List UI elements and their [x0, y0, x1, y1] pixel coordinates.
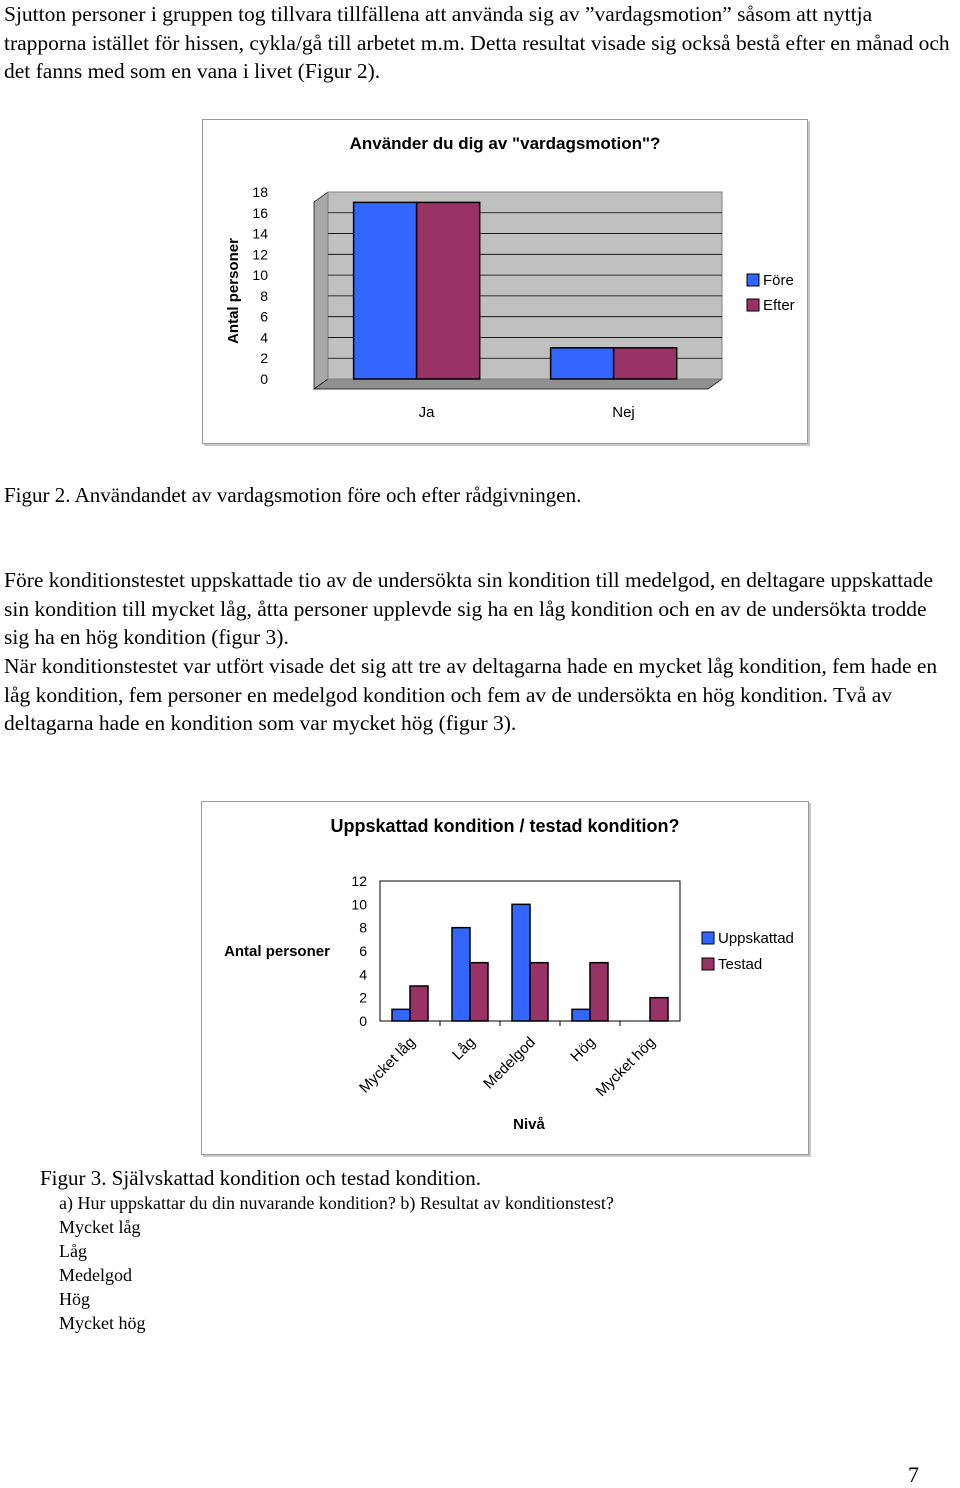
legend-swatch [747, 299, 759, 311]
body-paragraph-1: Före konditionstestet uppskattade tio av de undersökta sin kondition till medelgod, en deltagare uppskattade sin kondition till mycket låg, åtta personer upplevde sig ha en låg kondition och en av de undersökta trodde sig ha en hög kondition (figur 3). [4, 568, 934, 649]
figure-3-caption-questions: a) Hur uppskattar du din nuvarande kondition? b) Resultat av konditionstest? [59, 1193, 614, 1213]
bar [354, 202, 417, 379]
x-tick-label: Hög [567, 1033, 599, 1066]
page-number: 7 [908, 1462, 919, 1487]
figure-2-caption: Figur 2. Användandet av vardagsmotion före och efter rådgivningen. [4, 483, 582, 507]
y-tick-label: 18 [252, 184, 268, 200]
legend-swatch [702, 958, 714, 970]
y-tick-label: 2 [260, 350, 268, 367]
x-tick-label: Mycket låg [356, 1033, 419, 1097]
figure-3-chart-frame [201, 801, 809, 1155]
x-tick-label: Låg [449, 1033, 479, 1064]
y-tick-label: 2 [359, 989, 367, 1006]
figure-2-chart-frame [202, 119, 808, 444]
legend-swatch [702, 932, 714, 944]
level-list-item: Medelgod [59, 1265, 132, 1285]
y-tick-label: 12 [252, 246, 268, 263]
chart-x-axis-label: Nivå [513, 1116, 545, 1133]
legend-label: Före [763, 272, 794, 289]
bar [410, 986, 428, 1021]
legend-label: Efter [763, 297, 795, 314]
x-tick-label: Nej [612, 404, 635, 421]
y-tick-label: 10 [252, 267, 268, 284]
legend-label: Uppskattad [718, 930, 794, 947]
bar [392, 1009, 410, 1021]
chart-title: Använder du dig av "vardagsmotion"? [349, 134, 661, 153]
figure-2-chart [203, 120, 807, 443]
bar [650, 998, 668, 1021]
figure-3-caption-title: Figur 3. Självskattad kondition och testad kondition. [40, 1166, 481, 1190]
legend-label: Testad [718, 956, 763, 973]
legend-swatch [747, 274, 759, 286]
bar [470, 963, 488, 1021]
x-tick-label: Medelgod [480, 1033, 539, 1093]
bar [417, 202, 480, 379]
intro-paragraph: Sjutton personer i gruppen tog tillvara tillfällena att använda sig av ”vardagsmotion” såsom att nyttja trapporna istället för hissen, cykla/gå till arbetet m.m. Detta resultat visade sig också bestå efter en månad och det fanns med som en vana i livet (Figur 2). [4, 2, 950, 83]
bar [590, 963, 608, 1021]
bar [551, 348, 614, 379]
y-tick-label: 4 [260, 329, 268, 346]
chart-y-axis-label: Antal personer [224, 943, 330, 960]
body-paragraph-2: När konditionstestet var utfört visade det sig att tre av deltagarna hade en mycket låg kondition, fem hade en låg kondition, fem personer en medelgod kondition och fem av de undersökta en hög kondition. Två av deltagarna hade en kondition som var mycket hög (figur 3). [4, 654, 938, 735]
x-tick-label: Mycket hög [592, 1033, 659, 1101]
chart-title: Uppskattad kondition / testad kondition? [330, 816, 680, 836]
level-list-item: Mycket låg [59, 1217, 141, 1237]
bar [530, 963, 548, 1021]
y-tick-label: 16 [252, 204, 268, 221]
bar [614, 348, 677, 379]
y-tick-label: 12 [351, 873, 367, 889]
bar [512, 904, 530, 1021]
y-tick-label: 6 [260, 308, 268, 325]
y-tick-label: 6 [359, 943, 367, 959]
y-tick-label: 8 [260, 287, 268, 304]
level-list-item: Låg [59, 1241, 87, 1261]
figure-3-chart [202, 802, 808, 1154]
bar [452, 928, 470, 1021]
y-tick-label: 14 [252, 225, 268, 242]
chart-y-axis-label: Antal personer [225, 238, 242, 344]
level-list-item: Hög [59, 1289, 90, 1309]
y-tick-label: 8 [359, 919, 367, 936]
level-list-item: Mycket hög [59, 1313, 146, 1333]
chart-floor [314, 379, 722, 389]
y-tick-label: 0 [359, 1013, 367, 1029]
y-tick-label: 10 [351, 896, 367, 913]
bar [572, 1009, 590, 1021]
y-tick-label: 4 [359, 966, 367, 983]
chart-side-wall [314, 192, 328, 389]
y-tick-label: 0 [260, 371, 268, 387]
x-tick-label: Ja [418, 404, 435, 421]
